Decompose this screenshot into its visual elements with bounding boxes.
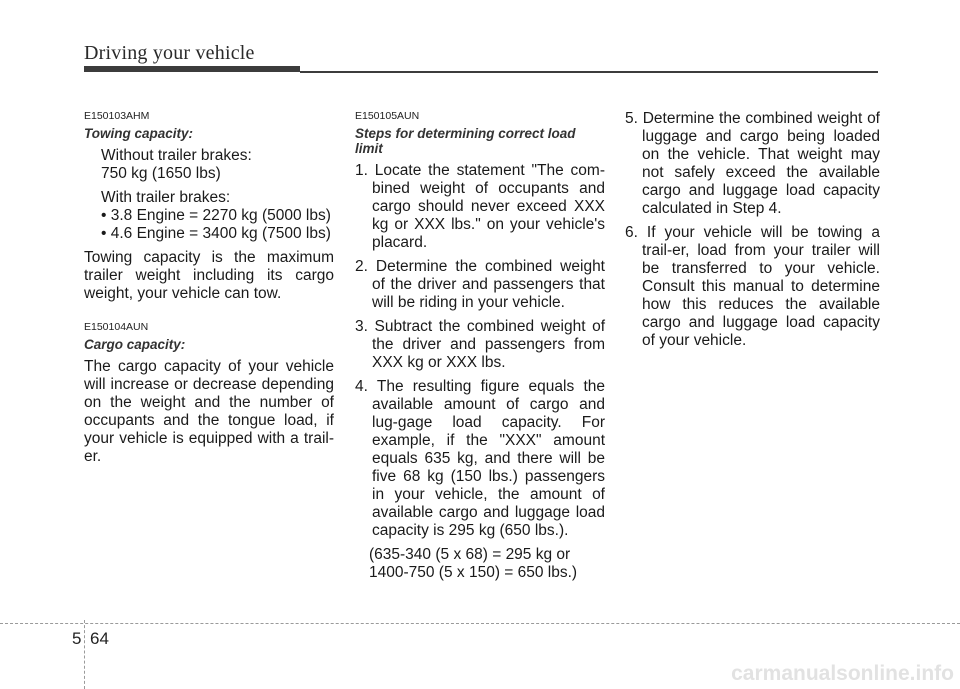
footer-rule — [0, 623, 960, 624]
step-item: 1. Locate the statement "The com-bined weight of occupants and cargo should never exceed XXX kg or XXX lbs." on your vehicle's placard. — [355, 162, 605, 251]
cargo-code: E150104AUN — [84, 321, 149, 333]
step-item: 2. Determine the combined weight of the driver and passengers that will be riding in your vehicle. — [355, 258, 605, 311]
watermark: carmanualsonline.info — [731, 662, 954, 685]
load-limit-heading: Steps for determining correct load limit — [355, 126, 576, 156]
towing-paragraph: Towing capacity is the maximum trailer weight including its cargo weight, your vehicle can tow. — [84, 249, 334, 302]
engine-bullet: • 3.8 Engine = 2270 kg (5000 lbs) — [101, 207, 331, 224]
header-rule — [300, 71, 878, 73]
section-title: Driving your vehicle — [84, 42, 255, 64]
column-right — [625, 110, 880, 356]
column-left — [84, 110, 334, 472]
engine-bullet: • 4.6 Engine = 3400 kg (7500 lbs) — [101, 225, 331, 242]
cargo-paragraph: The cargo capacity of your vehicle will increase or decrease depending on the weight and the number of occupants and the tongue load, if your vehicle is equipped with a trail-er. — [84, 358, 334, 465]
example-formula: (635-340 (5 x 68) = 295 kg or 1400-750 (5 x 150) = 650 lbs.) — [369, 546, 578, 581]
column-middle — [355, 110, 605, 582]
towing-code: E150103AHM — [84, 110, 150, 122]
step-item: 5. Determine the combined weight of luggage and cargo being loaded on the vehicle. That weight may not safely exceed the available cargo and luggage load capacity calculated in Step 4. — [625, 110, 880, 217]
cargo-heading: Cargo capacity: — [84, 337, 186, 352]
load-limit-code: E150105AUN — [355, 110, 420, 122]
footer-divider — [84, 620, 85, 689]
step-item: 6. If your vehicle will be towing a trail-er, load from your trailer will be transferred to your vehicle. Consult this manual to determine how this reduces the available cargo and luggage load capacity of your vehicle. — [625, 224, 880, 349]
step-item: 3. Subtract the combined weight of the driver and passengers from XXX kg or XXX lbs. — [355, 318, 605, 371]
without-brakes-label: Without trailer brakes: — [101, 147, 252, 164]
step-item: 4. The resulting figure equals the available amount of cargo and lug-gage load capacity. For example, if the "XXX" amount equals 635 kg, and there will be five 68 kg (150 lbs.) passengers in your vehicle, the amount of available cargo and luggage load capacity is 295 kg (650 lbs.). — [355, 378, 605, 539]
page-number: 64 — [90, 629, 109, 648]
load-limit-steps — [355, 162, 605, 540]
load-limit-steps-continued — [625, 110, 880, 350]
with-brakes-label: With trailer brakes: — [101, 189, 231, 206]
chapter-number: 5 — [72, 629, 82, 648]
header-bar — [84, 66, 300, 72]
without-brakes-value: 750 kg (1650 lbs) — [101, 165, 221, 182]
towing-heading: Towing capacity: — [84, 126, 194, 141]
